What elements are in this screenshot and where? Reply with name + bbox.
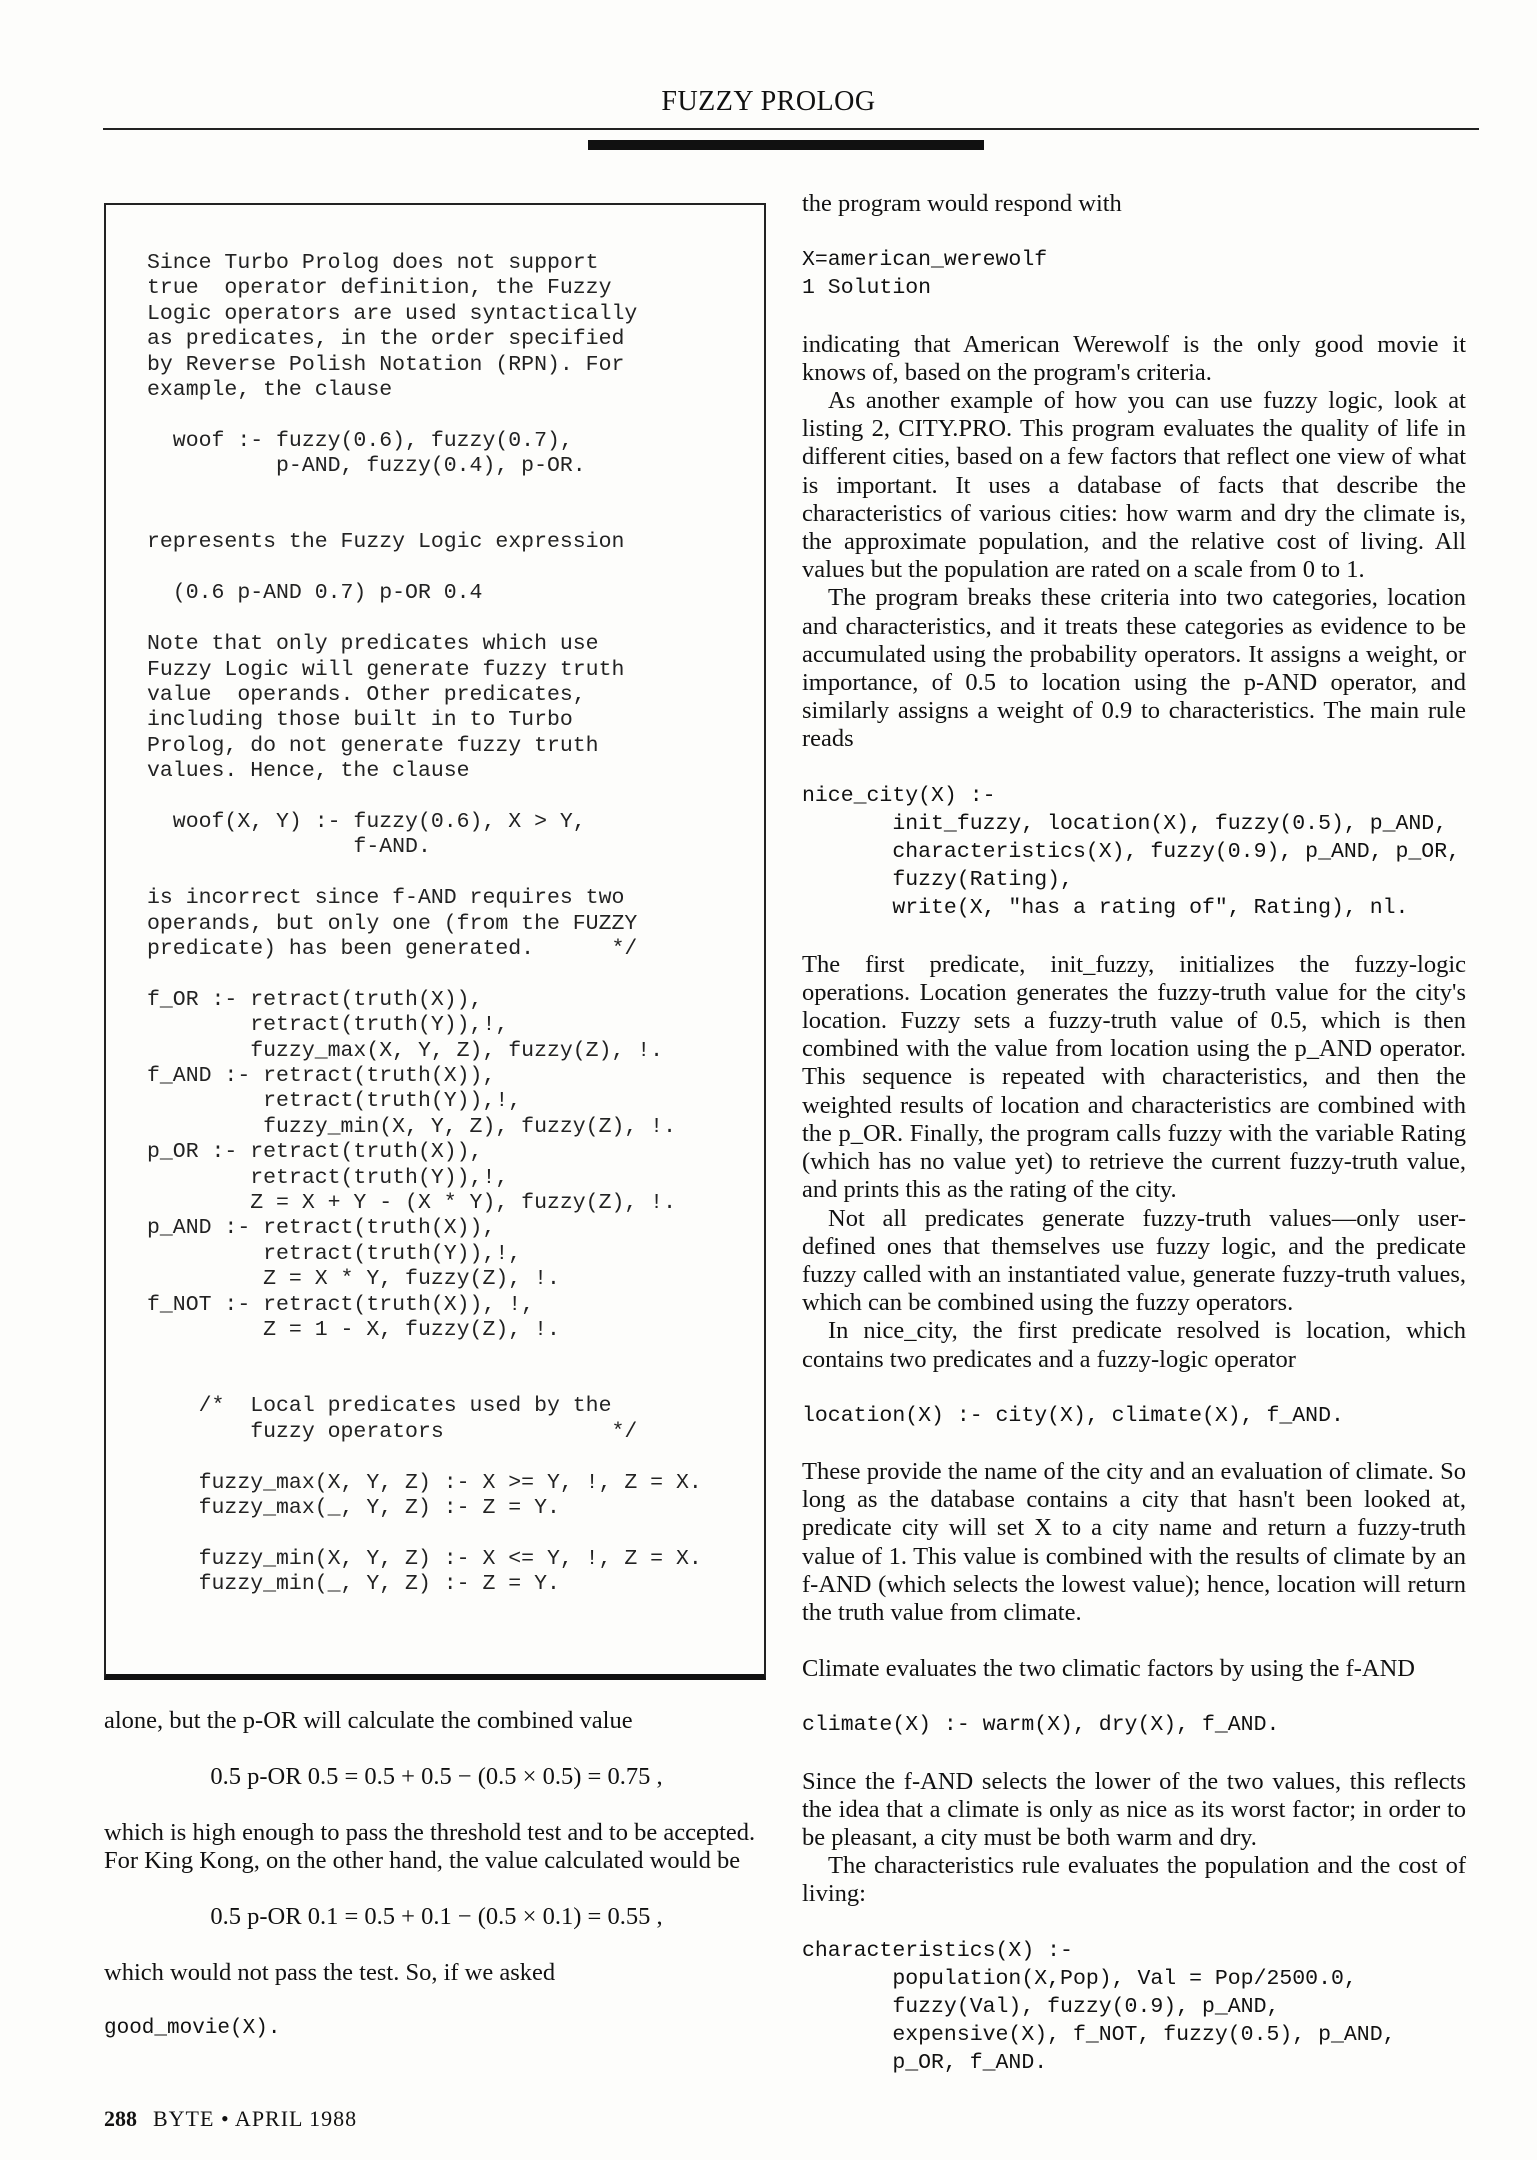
paragraph: The first predicate, init_fuzzy, initializes the fuzzy-logic operations. Location generates the fuzzy-truth value for the city's location. Fuzzy sets a fuzzy-truth value of 0.5, which is then combined with the value from location using the p_AND operator. This sequence is repeated with characteristics, and then the weighted results of location and characteristics are combined with the p_OR. Finally, the program calls fuzzy with the variable Rating (which has no value yet) to retrieve the current fuzzy-truth value, and prints this as the rating of the city. (802, 950, 1466, 1204)
paragraph: Climate evaluates the two climatic factors by using the f-AND (802, 1655, 1416, 1683)
running-header: FUZZY PROLOG (661, 86, 876, 117)
paragraph: Since the f-AND selects the lower of the two values, this reflects the idea that a climate is only as nice as its worst factor; in order to be pleasant, a city must be both warm and dry. (802, 1767, 1466, 1851)
code-block: location(X) :- city(X), climate(X), f_AND. (802, 1403, 1344, 1428)
code-block: characteristics(X) :- population(X,Pop), Val = Pop/2500.0, fuzzy(Val), fuzzy(0.9), p_AND, expensive(X), f_NOT, fuzzy(0.5), p_AND, p_OR, f_AND. (802, 1938, 1396, 2076)
footer-text: BYTE • APRIL 1988 (153, 2106, 358, 2131)
left-column-text (104, 1707, 769, 2043)
paragraph: alone, but the p-OR will calculate the combined value (104, 1707, 633, 1734)
paragraph: which is high enough to pass the threshold test and to be accepted. For King Kong, on the other hand, the value calculated would be (104, 1819, 756, 1874)
equation: 0.5 p-OR 0.1 = 0.5 + 0.1 − (0.5 × 0.1) = 0.55 , (210, 1903, 663, 1930)
code-block: nice_city(X) :- init_fuzzy, location(X), fuzzy(0.5), p_AND, characteristics(X), fuzzy(0.9), p_AND, p_OR, fuzzy(Rating), write(X, "has a rating of", Rating), nl. (802, 783, 1461, 921)
right-column (802, 190, 1466, 2078)
paragraph: In nice_city, the first predicate resolved is location, which contains two predicates and a fuzzy-logic operator (802, 1317, 1466, 1373)
paragraph: As another example of how you can use fuzzy logic, look at listing 2, CITY.PRO. This program evaluates the quality of life in different cities, based on a few factors that reflect one view of what is important. It uses a database of facts that describe the characteristics of various cities: how warm and dry the climate is, the approximate population, and the relative cost of living. All values but the population are rated on a scale from 0 to 1. (802, 387, 1466, 584)
listing-code: Since Turbo Prolog does not support true operator definition, the Fuzzy Logic operators are used syntactically as predicates, in the order specified by Reverse Polish Notation (RPN). For example, the clause woof :- fuzzy(0.6), fuzzy(0.7), p-AND, fuzzy(0.4), p-OR. represents the Fuzzy Logic expression (0.6 p-AND 0.7) p-OR 0.4 Note that only predicates which use Fuzzy Logic will generate fuzzy truth value operands. Other predicates, including those built in to Turbo Prolog, do not generate fuzzy truth values. Hence, the clause woof(X, Y) :- fuzzy(0.6), X > Y, f-AND. is incorrect since f-AND requires two operands, but only one (from the FUZZY predicate) has been generated. */ f_OR :- retract(truth(X)), retract(truth(Y)),!, fuzzy_max(X, Y, Z), fuzzy(Z), !. f_AND :- retract(truth(X)), retract(truth(Y)),!, fuzzy_min(X, Y, Z), fuzzy(Z), !. p_OR :- retract(truth(X)), retract(truth(Y)),!, Z = X + Y - (X * Y), fuzzy(Z), !. p_AND :- retract(truth(X)), retract(truth(Y)),!, Z = X * Y, fuzzy(Z), !. f_NOT :- retract(truth(X)), !, Z = 1 - X, fuzzy(Z), !. /* Local predicates used by the fuzzy operators */ fuzzy_max(X, Y, Z) :- X >= Y, !, Z = X. fuzzy_max(_, Y, Z) :- Z = Y. fuzzy_min(X, Y, Z) :- X <= Y, !, Z = X. fuzzy_min(_, Y, Z) :- Z = Y. (147, 251, 702, 1597)
code-block: X=american_werewolf 1 Solution (802, 248, 1048, 301)
paragraph: indicating that American Werewolf is the only good movie it knows of, based on the program's criteria. (802, 330, 1466, 386)
page-number: 288 (104, 2106, 137, 2131)
header-bar (588, 140, 984, 150)
listing-box (104, 203, 766, 1680)
equation: 0.5 p-OR 0.5 = 0.5 + 0.5 − (0.5 × 0.5) = 0.75 , (210, 1763, 663, 1790)
paragraph: The program breaks these criteria into two categories, location and characteristics, and it treats these categories as evidence to be accumulated using the probability operators. It assigns a weight, or importance, of 0.5 to location using the p-AND operator, and similarly assigns a weight of 0.9 to characteristics. The main rule reads (802, 584, 1466, 753)
paragraph: Not all predicates generate fuzzy-truth values—only user-defined ones that themselves use fuzzy logic, and the predicate fuzzy called with an instantiated value, generate fuzzy-truth values, which can be combined using the fuzzy operators. (802, 1204, 1466, 1317)
paragraph: The characteristics rule evaluates the population and the cost of living: (802, 1852, 1466, 1908)
paragraph: the program would respond with (802, 190, 1122, 217)
paragraph: which would not pass the test. So, if we asked (104, 1959, 556, 1986)
code-line: good_movie(X). (104, 2017, 281, 2040)
header-rule (103, 128, 1479, 130)
code-block: climate(X) :- warm(X), dry(X), f_AND. (802, 1713, 1280, 1738)
paragraph: These provide the name of the city and an evaluation of climate. So long as the database contains a city that hasn't been looked at, predicate city will set X to a city name and return a fuzzy-truth value of 1. This value is combined with the results of climate by an f-AND (which selects the lowest value); hence, location will return the truth value from climate. (802, 1457, 1466, 1626)
page-footer (104, 2106, 357, 2132)
